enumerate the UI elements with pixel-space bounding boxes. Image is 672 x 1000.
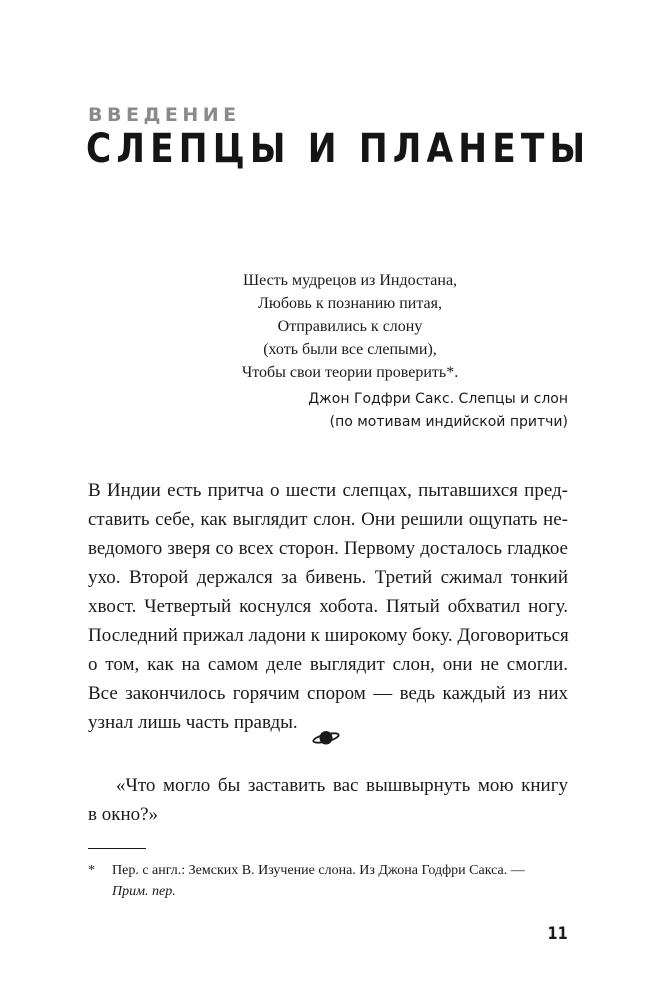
- epigraph-attribution: [308, 388, 568, 434]
- quote-line: в окно?»: [88, 804, 159, 825]
- chapter-title: СЛЕПЦЫ И ПЛАНЕТЫ: [86, 126, 591, 172]
- quote-line: «Что могло бы заставить вас вышвырнуть мою книгу: [116, 775, 568, 796]
- body-line: узнал лишь часть правды.: [88, 712, 298, 733]
- epigraph-line: Отправились к слону: [277, 318, 423, 335]
- planet-icon: [312, 727, 340, 749]
- chapter-kicker: ВВЕДЕНИЕ: [88, 104, 241, 126]
- opening-quote: [88, 771, 568, 829]
- footnote-mark: *: [88, 863, 95, 878]
- body-line: ухо. Второй держался за бивень. Третий сжимал тонкий: [88, 567, 568, 588]
- body-line: Все закончилось горячим спором — ведь каждый из них: [88, 683, 568, 704]
- attribution-line: (по мотивам индийской притчи): [329, 414, 568, 430]
- body-line: Последний прижал ладони к широкому боку. Договориться: [88, 625, 569, 646]
- epigraph-line: (хоть были все слепыми),: [263, 341, 437, 358]
- epigraph-line: Шесть мудрецов из Индостана,: [242, 272, 458, 289]
- body-line: ставить себе, как выглядит слон. Они решили ощупать не-: [88, 509, 568, 530]
- footnote-text: Пер. с англ.: Земских В. Изучение слона. Из Джона Годфри Сакса. —: [112, 863, 525, 878]
- footnote-translator-note: Прим. пер.: [112, 884, 176, 899]
- page-number: 11: [547, 924, 568, 944]
- body-line: В Индии есть притча о шести слепцах, пытавшихся пред-: [88, 480, 568, 501]
- body-line: ведомого зверя со всех сторон. Первому досталось гладкое: [88, 538, 568, 559]
- body-line: о том, как на самом деле выглядит слон, они не смогли.: [88, 654, 568, 675]
- body-line: хвост. Четвертый коснулся хобота. Пятый обхватил ногу.: [88, 596, 568, 617]
- footnote-divider: [88, 848, 146, 849]
- epigraph: [200, 269, 500, 384]
- body-paragraph: [88, 476, 568, 737]
- attribution-line: Джон Годфри Сакс. Слепцы и слон: [308, 391, 568, 407]
- epigraph-line: Любовь к познанию питая,: [258, 295, 442, 312]
- epigraph-line: Чтобы свои теории проверить*.: [241, 364, 459, 381]
